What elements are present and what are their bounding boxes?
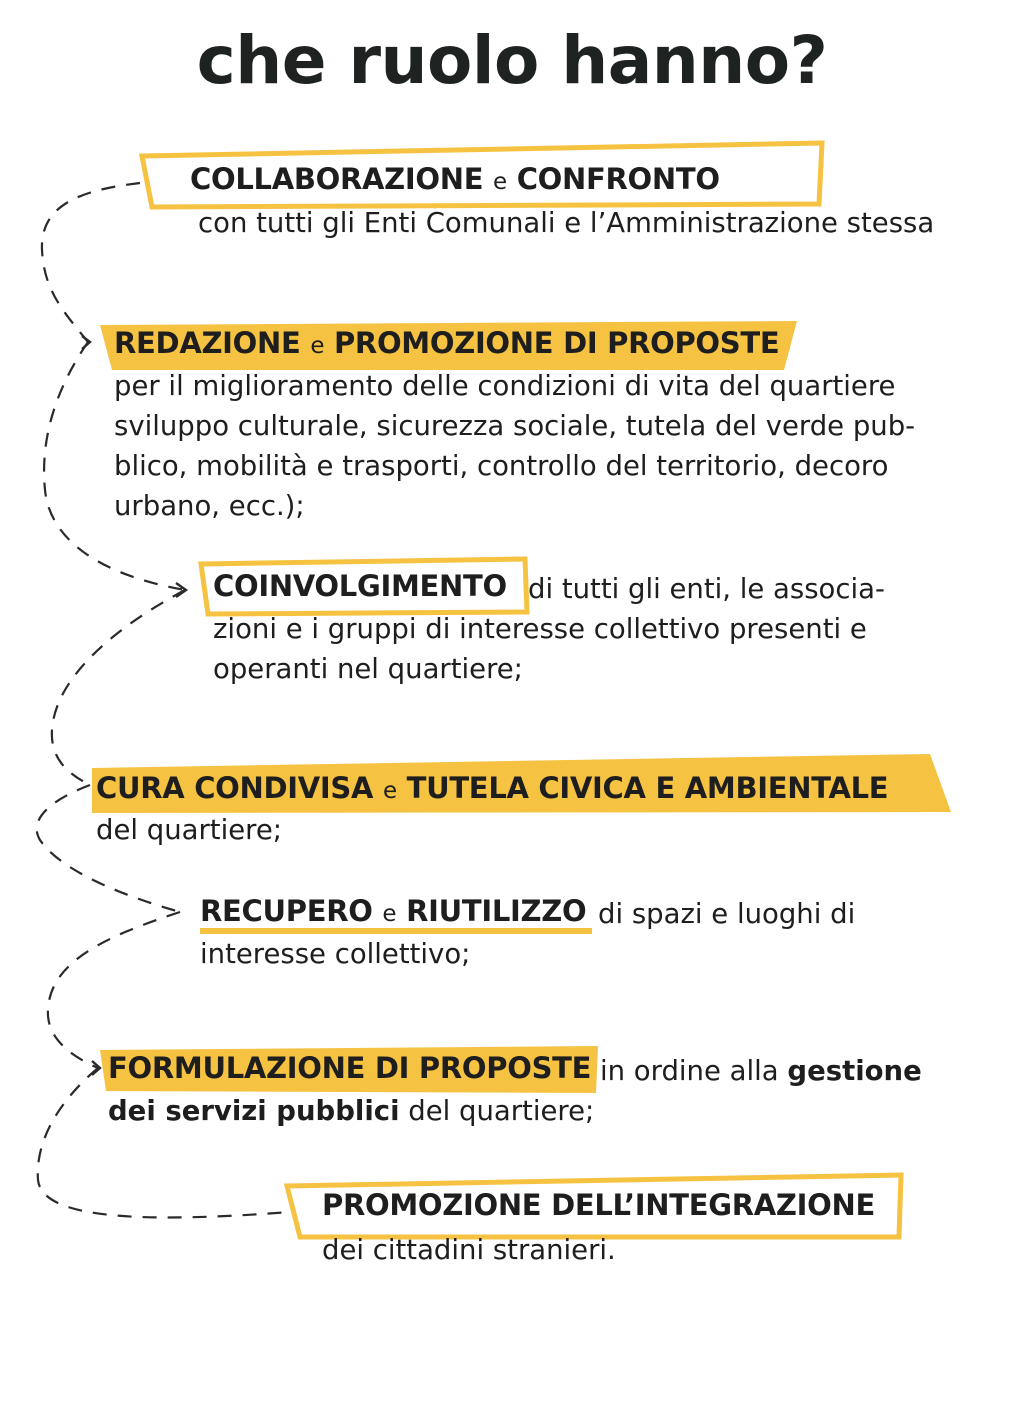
role-item-7	[322, 1188, 875, 1222]
role-item-4	[96, 771, 888, 805]
role-description: dei cittadini stranieri.	[322, 1234, 616, 1266]
role-heading: RECUPERO e RIUTILIZZO	[200, 894, 587, 928]
role-description: per il miglioramento delle condizioni di vita del quartiere sviluppo culturale, sicurezza sociale, tutela del verde pub- blico, mobilità e trasporti, controllo del territorio, decoro urbano, ecc.);	[114, 370, 916, 522]
role-description-line: di spazi e luoghi di	[598, 898, 856, 930]
role-item-5	[200, 894, 586, 928]
role-description: interesse collettivo;	[200, 938, 471, 970]
role-heading: COINVOLGIMENTO	[213, 569, 507, 603]
role-description-line: di tutti gli enti, le associa-	[528, 573, 885, 605]
role-description: dei servizi pubblici del quartiere;	[108, 1095, 595, 1127]
role-item-1	[190, 162, 720, 196]
role-heading: REDAZIONE e PROMOZIONE DI PROPOSTE	[114, 326, 780, 360]
role-item-3	[213, 569, 507, 603]
page-title: che ruolo hanno?	[196, 22, 828, 99]
role-heading: CURA CONDIVISA e TUTELA CIVICA E AMBIENTALE	[96, 771, 889, 805]
role-description: con tutti gli Enti Comunali e l’Amministrazione stessa	[198, 207, 935, 239]
role-description-line: in ordine alla gestione	[600, 1055, 922, 1087]
role-heading: FORMULAZIONE DI PROPOSTE	[108, 1051, 592, 1085]
role-item-2	[114, 326, 779, 360]
role-item-6	[108, 1051, 591, 1085]
role-description: del quartiere;	[96, 814, 283, 846]
role-description: zioni e i gruppi di interesse collettivo presenti e operanti nel quartiere;	[213, 613, 867, 685]
role-heading: PROMOZIONE DELL’INTEGRAZIONE	[322, 1188, 875, 1222]
role-heading: COLLABORAZIONE e CONFRONTO	[190, 162, 720, 196]
